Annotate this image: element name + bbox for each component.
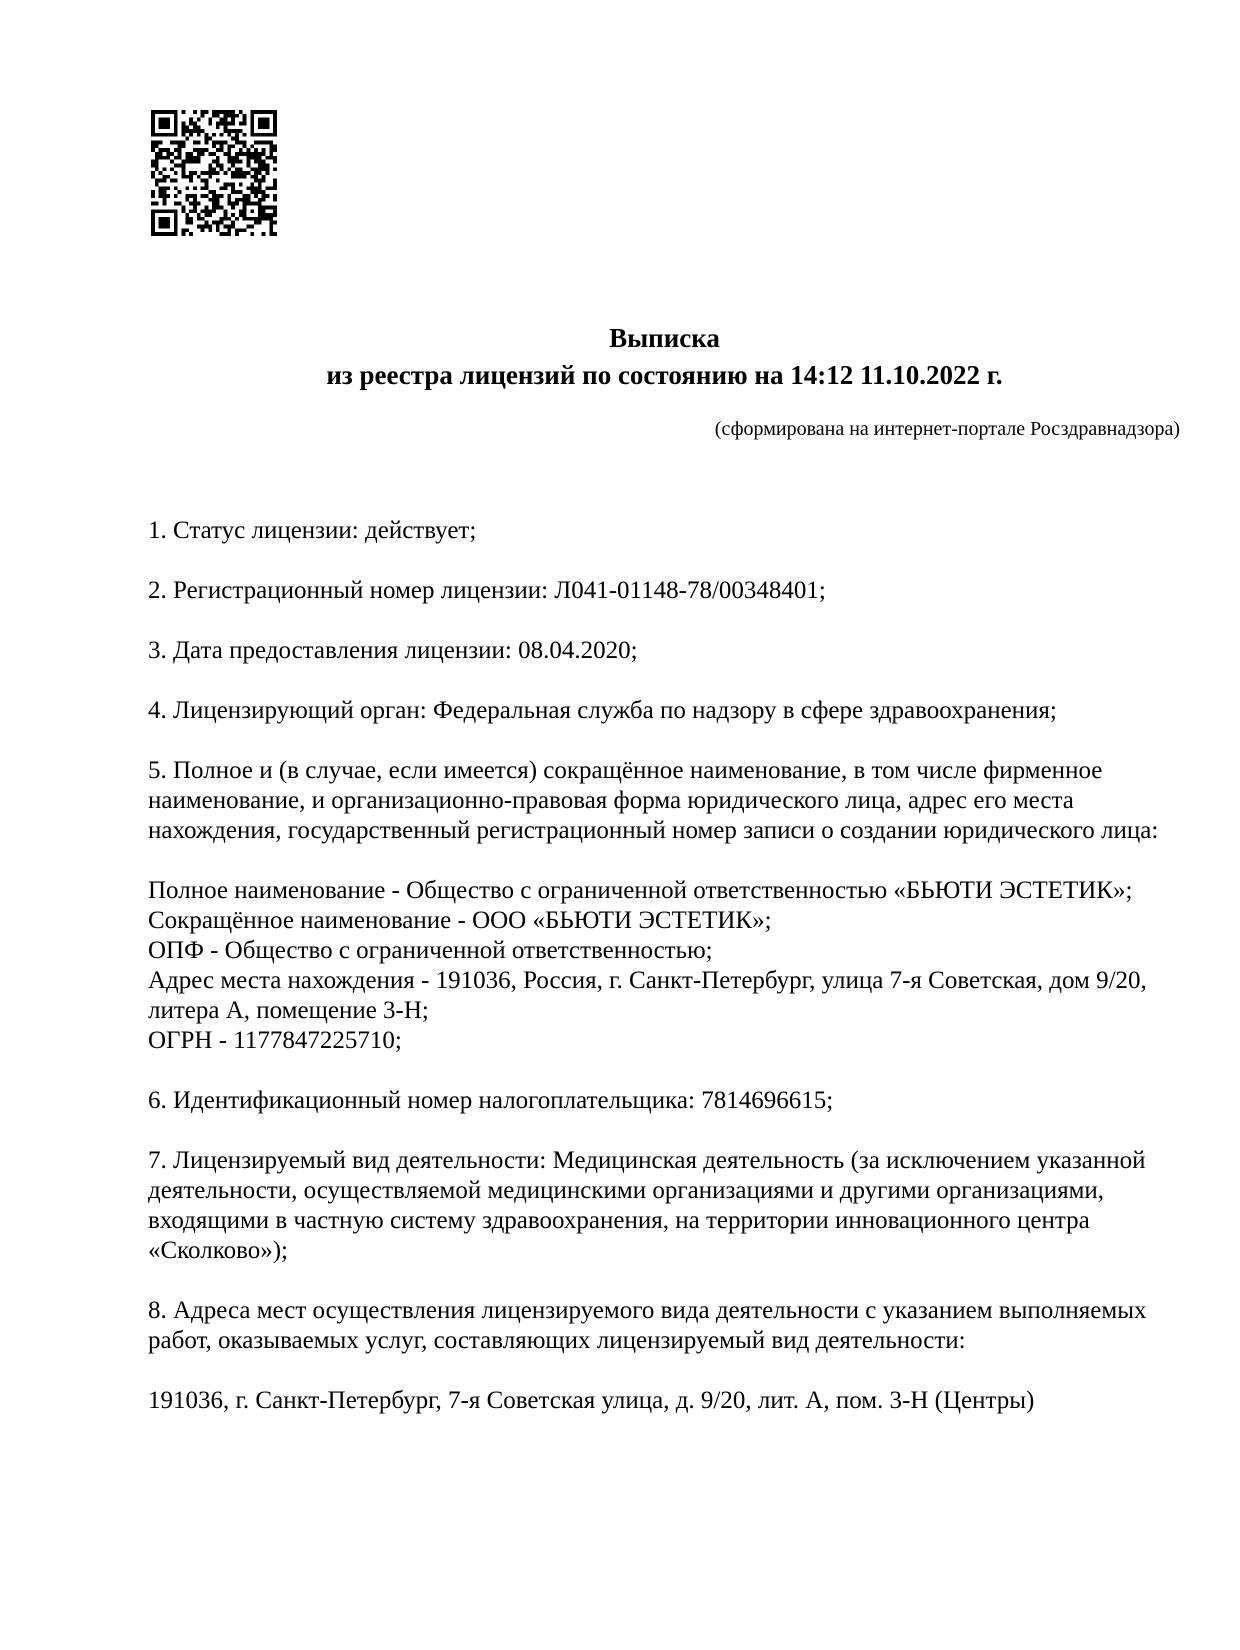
- text-line: литера А, помещение 3-Н;: [148, 997, 429, 1024]
- qr-code: [151, 110, 277, 236]
- text-line: 1. Статус лицензии: действует;: [148, 517, 477, 544]
- text-line: 191036, г. Санкт-Петербург, 7-я Советская улица, д. 9/20, лит. А, пом. 3-Н (Центры): [148, 1387, 1035, 1414]
- text-line: наименование, и организационно-правовая форма юридического лица, адрес его места: [148, 787, 1074, 814]
- title-line-2: из реестра лицензий по состоянию на 14:12 11.10.2022 г.: [326, 360, 1003, 390]
- text-line: 2. Регистрационный номер лицензии: Л041-01148-78/00348401;: [148, 577, 826, 604]
- text-line: 4. Лицензирующий орган: Федеральная служба по надзору в сфере здравоохранения;: [148, 697, 1057, 724]
- text-line: Адрес места нахождения - 191036, Россия, г. Санкт-Петербург, улица 7-я Советская, дом 9/20,: [148, 967, 1147, 994]
- text-line: деятельности, осуществляемой медицинскими организациями и другими организациями,: [148, 1177, 1105, 1204]
- paragraph-activity-address: [148, 1386, 1200, 1416]
- text-line: ОПФ - Общество с ограниченной ответственностью;: [148, 937, 713, 964]
- paragraph-organization-details: [148, 876, 1200, 1056]
- text-line: 5. Полное и (в случае, если имеется) сокращённое наименование, в том числе фирменное: [148, 757, 1103, 784]
- paragraph-registration-number: [148, 576, 1200, 606]
- paragraph-inn: [148, 1086, 1200, 1116]
- text-line: «Сколково»);: [148, 1237, 288, 1264]
- document-subtitle: (сформирована на интернет-портале Росздравнадзора): [714, 418, 1180, 440]
- paragraph-licensed-activity: [148, 1146, 1200, 1266]
- text-line: ОГРН - 1177847225710;: [148, 1027, 402, 1054]
- text-line: 6. Идентификационный номер налогоплательщика: 7814696615;: [148, 1087, 834, 1114]
- paragraph-status: [148, 516, 1200, 546]
- title-line-1: Выписка: [609, 323, 720, 353]
- text-line: Сокращённое наименование - ООО «БЬЮТИ ЭСТЕТИК»;: [148, 907, 772, 934]
- paragraph-license-date: [148, 636, 1200, 666]
- paragraph-name-heading: [148, 756, 1200, 846]
- document-title: [148, 320, 1181, 394]
- text-line: 8. Адреса мест осуществления лицензируемого вида деятельности с указанием выполняемых: [148, 1297, 1147, 1324]
- paragraph-activity-addresses-heading: [148, 1296, 1200, 1356]
- text-line: работ, оказываемых услуг, составляющих лицензируемый вид деятельности:: [148, 1327, 966, 1354]
- text-line: 3. Дата предоставления лицензии: 08.04.2020;: [148, 637, 638, 664]
- document-body: [148, 516, 1200, 1446]
- paragraph-licensing-authority: [148, 696, 1200, 726]
- text-line: Полное наименование - Общество с ограниченной ответственностью «БЬЮТИ ЭСТЕТИК»;: [148, 877, 1133, 904]
- text-line: нахождения, государственный регистрационный номер записи о создании юридического лица:: [148, 817, 1159, 844]
- text-line: 7. Лицензируемый вид деятельности: Медицинская деятельность (за исключением указанной: [148, 1147, 1146, 1174]
- text-line: входящими в частную систему здравоохранения, на территории инновационного центра: [148, 1207, 1090, 1234]
